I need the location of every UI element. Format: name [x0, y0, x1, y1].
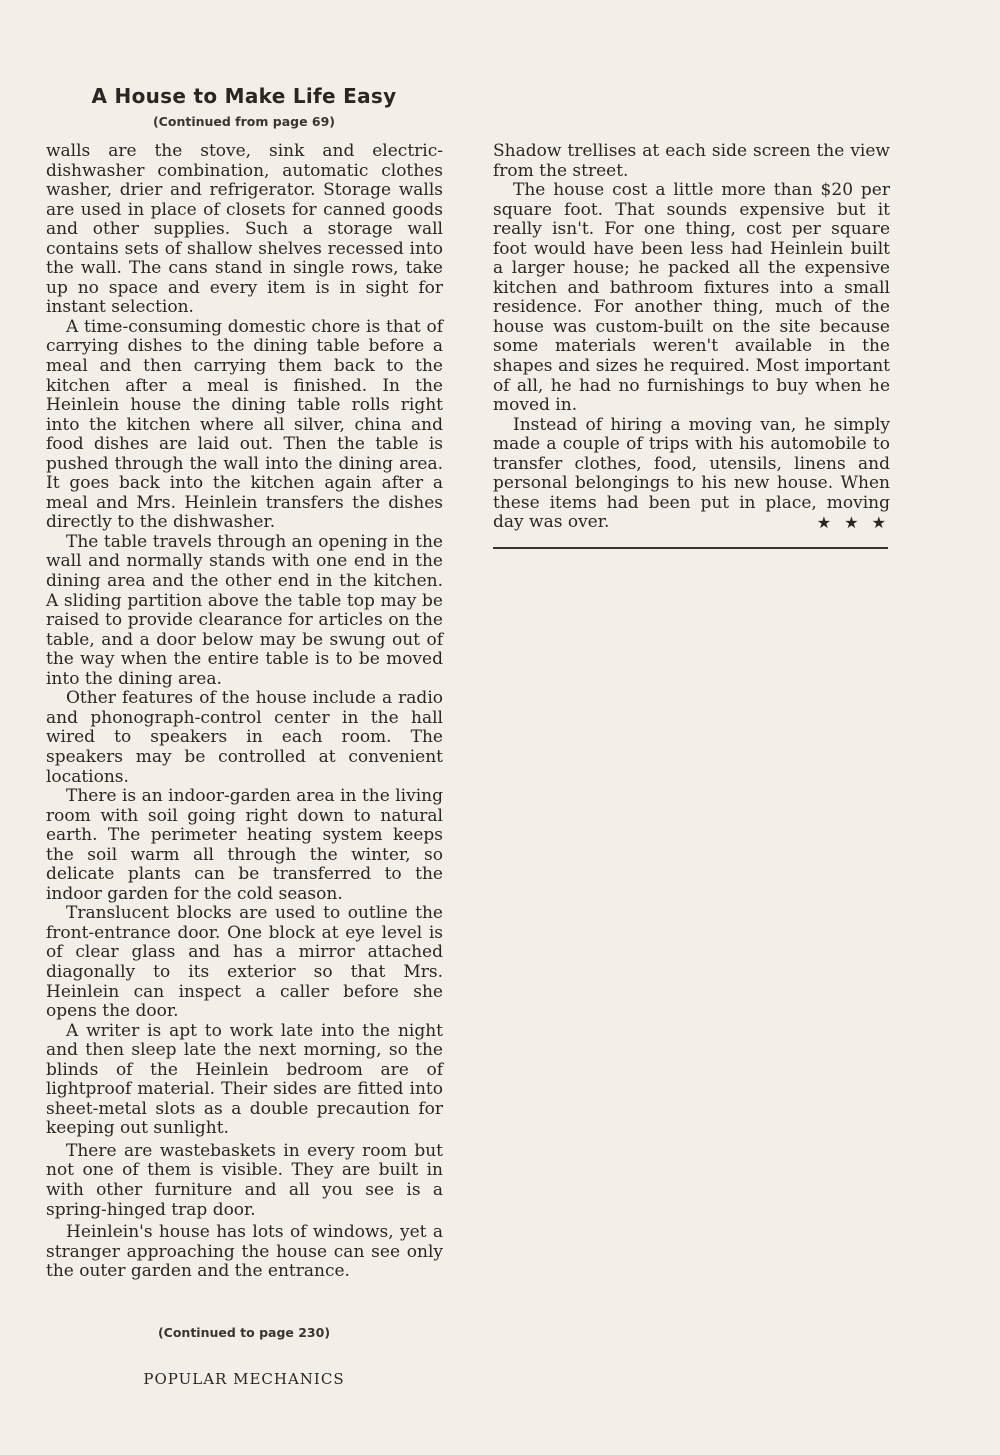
paragraph: The table travels through an opening in the wall and normally stands with one end in the dining area and the other end in the kitchen. A sliding partition above the table top may be raised to provide clearance for articles on the table, and a door below may be swung out of the way when the entire table is to be moved into the dining area.	[46, 531, 443, 689]
paragraph-text: Instead of hiring a moving van, he simply made a couple of trips with his automobile to transfer clothes, food, utensils, linens and personal belongings to his new house. When these items had been put in place, moving day was over.	[493, 414, 890, 533]
paragraph: A writer is apt to work late into the night and then sleep late the next morning, so the blinds of the Heinlein bedroom are of lightproof material. Their sides are fitted into sheet-metal slots as a double precaution for keeping out sunlight.	[46, 1020, 443, 1139]
paragraph: There are wastebaskets in every room but not one of them is visible. They are built in with other furniture and all you see is a spring-hinged trap door.	[46, 1140, 443, 1220]
paragraph: There is an indoor-garden area in the living room with soil going right down to natural earth. The perimeter heating system keeps the soil warm all through the winter, so delicate plants can be transferred to the indoor garden for the cold season.	[46, 786, 443, 904]
paragraph: Other features of the house include a radio and phonograph-control center in the hall wired to speakers in each room. The speakers may be controlled at convenient locations.	[46, 688, 443, 787]
article-heading	[46, 84, 442, 129]
publication-footer: POPULAR MECHANICS	[143, 1370, 345, 1388]
paragraph: The house cost a little more than $20 per square foot. That sounds expensive but it really isn't. For one thing, cost per square foot would have been less had Heinlein built a larger house; he packed all the expensive kitchen and bathroom fixtures into a small residence. For another thing, much of the house was custom-built on the site because some materials weren't available in the shapes and sizes he required. Most important of all, he had no furnishings to buy when he moved in.	[493, 180, 890, 416]
continued-from-note: (Continued from page 69)	[152, 114, 336, 129]
end-mark-stars: ★ ★ ★	[816, 513, 890, 533]
paragraph: walls are the stove, sink and electric-dishwasher combination, automatic clothes washer, drier and refrigerator. Storage walls are used in place of closets for canned goods and other supplies. Such a storage wall contains sets of shallow shelves recessed into the wall. The cans stand in single rows, take up no space and every item is in sight for instant selection.	[46, 141, 443, 318]
left-column	[46, 142, 443, 1282]
paragraph: A time-consuming domestic chore is that of carrying dishes to the dining table before a meal and then carrying them back to the kitchen after a meal is finished. In the Heinlein house the dining table rolls right into the kitchen where all silver, china and food dishes are laid out. Then the table is pushed through the wall into the dining area. It goes back into the kitchen again after a meal and Mrs. Heinlein transfers the dishes directly to the dishwasher.	[46, 316, 443, 533]
column-end-rule	[493, 547, 888, 549]
continued-to-note: (Continued to page 230)	[157, 1325, 331, 1340]
paragraph: Heinlein's house has lots of windows, yet a stranger approaching the house can see only the outer garden and the entrance.	[46, 1222, 443, 1282]
paragraph: Translucent blocks are used to outline the front-entrance door. One block at eye level is of clear glass and has a mirror attached diagonally to its exterior so that Mrs. Heinlein can inspect a caller before she opens the door.	[46, 903, 443, 1022]
article-title: A House to Make Life Easy	[91, 84, 397, 108]
paragraph	[493, 416, 890, 533]
right-column	[493, 142, 890, 533]
paragraph: Shadow trellises at each side screen the view from the street.	[493, 141, 890, 181]
